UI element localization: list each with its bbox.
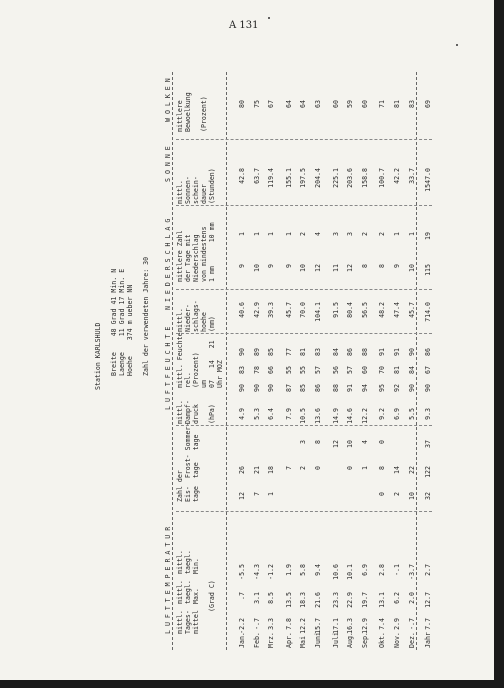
table-row-f21: 91 bbox=[393, 348, 401, 356]
station-title: Station KARLSHULD bbox=[94, 322, 102, 390]
table-row-eis: 0 bbox=[378, 492, 387, 496]
table-row-n10: 3 bbox=[346, 232, 355, 236]
table-row-f21: 91 bbox=[378, 348, 387, 356]
table-row-frost: 7 bbox=[284, 466, 293, 470]
table-row-sonne: 225.1 bbox=[331, 168, 340, 188]
table-row-c3: 6.9 bbox=[360, 564, 369, 576]
table-row-c3: 10.6 bbox=[331, 564, 340, 580]
table-row-wolk: 64 bbox=[284, 100, 293, 108]
table-row-f14: 84 bbox=[407, 366, 416, 374]
header-niederschlagstage-line: 1 mm 10 mm bbox=[208, 222, 216, 282]
table-row-c3: -1.2 bbox=[267, 564, 276, 580]
table-row-n10: 2 bbox=[299, 232, 308, 236]
table-row-f14: 83 bbox=[238, 366, 246, 374]
header-dampfdruck-line: (hPa) bbox=[208, 404, 216, 424]
station-years: Zahl der verwendeten Jahre: 30 bbox=[142, 256, 150, 376]
table-row-n1: 10 bbox=[252, 264, 261, 272]
table-row-c3: 9.4 bbox=[314, 564, 322, 576]
table-row-som: 12 bbox=[331, 440, 340, 448]
total-row-n10: 19 bbox=[424, 232, 432, 240]
table-row-c2: 6.2 bbox=[393, 592, 401, 604]
table-row-f07: 91 bbox=[346, 384, 355, 392]
table-row-n10: 1 bbox=[284, 232, 293, 236]
table-row-c2: 3.1 bbox=[252, 592, 261, 604]
table-row-f21: 90 bbox=[238, 348, 246, 356]
table-row-f21: 89 bbox=[252, 348, 261, 356]
table-row-n10: 3 bbox=[331, 232, 340, 236]
header-bewoelkung-line: Bewoelkung bbox=[184, 92, 192, 132]
table-row-f14: 70 bbox=[378, 366, 387, 374]
table-row-wolk: 59 bbox=[346, 100, 355, 108]
total-row-f14: 67 bbox=[424, 366, 432, 374]
table-row-wolk: 75 bbox=[252, 100, 261, 108]
table-row-f07: 95 bbox=[378, 384, 387, 392]
table-row-f21: 81 bbox=[299, 348, 308, 356]
table-row-wolk: 67 bbox=[267, 100, 276, 108]
header-taegl-max-line: Max. bbox=[192, 588, 200, 604]
column-separator bbox=[176, 425, 432, 426]
header-sonnenscheindauer-line: schein- bbox=[192, 176, 200, 204]
table-row-c3: 2.8 bbox=[378, 564, 387, 576]
table-row-frost: 22 bbox=[407, 466, 416, 474]
header-rel-feuchte-line: um bbox=[200, 380, 208, 388]
table-row-c1: 15.7 bbox=[314, 618, 322, 634]
table-row-c2: .7 bbox=[238, 592, 246, 600]
table-row-nied: 80.4 bbox=[346, 302, 355, 318]
header-zahl-der-tage-line: Eis- Frost- Sommer- bbox=[184, 422, 192, 502]
table-row-c2: 2.0 bbox=[407, 592, 416, 604]
table-row-eis: 7 bbox=[252, 492, 261, 496]
table-row-month: Jan. bbox=[238, 632, 246, 648]
total-row-n1: 115 bbox=[424, 264, 432, 276]
table-row-wolk: 63 bbox=[314, 100, 322, 108]
table-row-dampf: 6.9 bbox=[393, 408, 401, 420]
table-row-wolk: 64 bbox=[299, 100, 308, 108]
table-row-c2: 13.1 bbox=[378, 592, 387, 608]
table-row-nied: 45.7 bbox=[407, 302, 416, 318]
table-row-c2: 22.9 bbox=[346, 592, 355, 608]
table-row-dampf: 5.5 bbox=[407, 408, 416, 420]
header-tagesmittel-line: mittl. bbox=[176, 610, 184, 634]
header-dampfdruck-line: druck bbox=[192, 404, 200, 424]
header-niederschlagstage-line: von mindestens bbox=[200, 226, 208, 282]
table-row-som: 8 bbox=[314, 440, 322, 444]
header-sonnenscheindauer-line: Sonnen- bbox=[184, 176, 192, 204]
table-row-c3: -.1 bbox=[393, 564, 401, 576]
table-row-nied: 91.5 bbox=[331, 302, 340, 318]
table-row-dampf: 10.5 bbox=[299, 408, 308, 424]
table-row-f07: 92 bbox=[393, 384, 401, 392]
table-row-n10: 1 bbox=[267, 232, 276, 236]
table-row-month: Dez. bbox=[407, 632, 416, 648]
table-row-n10: 1 bbox=[252, 232, 261, 236]
header-rel-feuchte-line: rel. bbox=[184, 372, 192, 388]
table-row-wolk: 81 bbox=[393, 100, 401, 108]
table-row-c2: 21.6 bbox=[314, 592, 322, 608]
table-row-eis: 12 bbox=[238, 492, 246, 500]
table-row-dampf: 5.3 bbox=[252, 408, 261, 420]
table-row-dampf: 13.6 bbox=[314, 408, 322, 424]
table-row-f07: 90 bbox=[267, 384, 276, 392]
table-row-dampf: 6.4 bbox=[267, 408, 276, 420]
table-row-c2: 13.5 bbox=[284, 592, 293, 608]
column-separator bbox=[176, 333, 432, 334]
header-niederschlagshoehe-line: (mm) bbox=[208, 316, 216, 332]
table-row-c1: 2.9 bbox=[393, 618, 401, 630]
table-row-f21: 86 bbox=[346, 348, 355, 356]
table-row-n1: 8 bbox=[378, 264, 387, 268]
header-niederschlagshoehe-line: Nieder- bbox=[184, 304, 192, 332]
table-row-month: Mai bbox=[299, 636, 308, 648]
table-row-som: 3 bbox=[299, 440, 308, 444]
table-row-c3: 10.1 bbox=[346, 564, 355, 580]
table-row-dampf: 4.9 bbox=[238, 408, 246, 420]
header-sonnenscheindauer-line: mittl. bbox=[176, 180, 184, 204]
header-rel-feuchte-line: mittl. Feuchte bbox=[176, 332, 184, 388]
table-row-f07: 90 bbox=[252, 384, 261, 392]
column-separator bbox=[176, 511, 432, 512]
station-longitude: Laenge 11 Grad 17 Min. E bbox=[118, 268, 126, 376]
table-row-c2: 19.7 bbox=[360, 592, 369, 608]
total-row-dampf: 9.3 bbox=[424, 408, 432, 420]
header-bewoelkung-line: (Prozent) bbox=[200, 96, 208, 132]
table-row-month: Aug. bbox=[346, 632, 355, 648]
table-row-eis: 10 bbox=[407, 492, 416, 500]
table-row-n1: 9 bbox=[238, 264, 246, 268]
table-row-nied: 39.3 bbox=[267, 302, 276, 318]
table-row-c1: 3.3 bbox=[267, 618, 276, 630]
table-row-n10: 2 bbox=[378, 232, 387, 236]
total-row-c1: 7.7 bbox=[424, 618, 432, 630]
table-row-f14: 55 bbox=[284, 366, 293, 374]
table-row-f14: 56 bbox=[331, 366, 340, 374]
table-row-f14: 78 bbox=[252, 366, 261, 374]
table-row-f21: 77 bbox=[284, 348, 293, 356]
table-row-n1: 9 bbox=[393, 264, 401, 268]
table-row-f14: 60 bbox=[360, 366, 369, 374]
table-row-c1: 7.8 bbox=[284, 618, 293, 630]
table-row-eis: 1 bbox=[267, 492, 276, 496]
table-row-wolk: 80 bbox=[238, 100, 246, 108]
table-row-f07: 94 bbox=[360, 384, 369, 392]
table-row-frost: 14 bbox=[393, 466, 401, 474]
header-niederschlagstage-line: der Tage mit bbox=[184, 234, 192, 282]
table-row-n1: 10 bbox=[407, 264, 416, 272]
station-altitude: Hoehe 374 m ueber NN bbox=[126, 284, 134, 376]
group-sonne: S O N N E bbox=[164, 146, 172, 182]
rotated-climate-table bbox=[60, 62, 440, 652]
table-row-sonne: 155.1 bbox=[284, 168, 293, 188]
table-row-f21: 90 bbox=[407, 348, 416, 356]
table-row-n10: 2 bbox=[360, 232, 369, 236]
header-sonnenscheindauer-line: (Stunden) bbox=[208, 168, 216, 204]
table-row-som: 4 bbox=[360, 440, 369, 444]
table-row-c1: 17.1 bbox=[331, 618, 340, 634]
header-taegl-max-line: mittl. bbox=[176, 580, 184, 604]
table-row-frost: 26 bbox=[238, 466, 246, 474]
page-speck bbox=[268, 17, 270, 19]
table-row-f14: 55 bbox=[299, 366, 308, 374]
table-row-n1: 10 bbox=[299, 264, 308, 272]
total-row-c2: 12.7 bbox=[424, 592, 432, 608]
page-number: A 131 bbox=[229, 20, 259, 31]
table-row-nied: 48.2 bbox=[378, 302, 387, 318]
table-row-f14: 57 bbox=[314, 366, 322, 374]
table-row-n1: 12 bbox=[314, 264, 322, 272]
table-row-wolk: 83 bbox=[407, 100, 416, 108]
header-niederschlagshoehe-line: mittl. bbox=[176, 308, 184, 332]
header-taegl-min-line: Min. bbox=[192, 558, 200, 574]
table-row-month: Apr. bbox=[284, 632, 293, 648]
table-row-frost: 1 bbox=[360, 466, 369, 470]
header-rel-feuchte-line: (Prozent) bbox=[192, 352, 200, 388]
header-dampfdruck-line: Dampf- bbox=[184, 400, 192, 424]
table-row-frost: 0 bbox=[314, 466, 322, 470]
table-row-sonne: 42.2 bbox=[393, 168, 401, 184]
table-row-c1: 16.3 bbox=[346, 618, 355, 634]
table-row-n10: 1 bbox=[238, 232, 246, 236]
header-sonnenscheindauer-line: dauer bbox=[200, 184, 208, 204]
header-taegl-min-line: mittl. bbox=[176, 550, 184, 574]
header-unit-grad: (Grad C) bbox=[208, 580, 216, 612]
total-row-f21: 86 bbox=[424, 348, 432, 356]
table-row-frost: 0 bbox=[346, 466, 355, 470]
table-row-f07: 87 bbox=[284, 384, 293, 392]
table-row-f14: 81 bbox=[393, 366, 401, 374]
total-row-frost: 122 bbox=[424, 466, 432, 478]
table-row-dampf: 9.2 bbox=[378, 408, 387, 420]
table-row-dampf: 14.6 bbox=[346, 408, 355, 424]
page-speck bbox=[456, 44, 458, 46]
table-row-frost: 2 bbox=[299, 466, 308, 470]
table-row-f07: 86 bbox=[314, 384, 322, 392]
station-latitude: Breite 48 Grad 41 Min. N bbox=[110, 268, 118, 376]
table-row-month: Okt. bbox=[378, 632, 387, 648]
table-row-month: Sep. bbox=[360, 632, 369, 648]
header-taegl-min-line: taegl. bbox=[184, 550, 192, 574]
table-row-nied: 56.5 bbox=[360, 302, 369, 318]
table-row-f14: 66 bbox=[267, 366, 276, 374]
table-row-f07: 88 bbox=[331, 384, 340, 392]
table-row-c1: -2.2 bbox=[238, 618, 246, 634]
table-row-f21: 88 bbox=[360, 348, 369, 356]
header-bottom-rule bbox=[226, 72, 227, 650]
table-row-eis: 2 bbox=[393, 492, 401, 496]
table-row-frost: 8 bbox=[378, 466, 387, 470]
table-row-frost: 21 bbox=[252, 466, 261, 474]
group-wolken: W O L K E N bbox=[164, 78, 172, 122]
header-niederschlagstage-line: Niederschlag bbox=[192, 234, 200, 282]
table-row-n10: 1 bbox=[407, 232, 416, 236]
table-row-n1: 12 bbox=[346, 264, 355, 272]
total-row-month: Jahr bbox=[424, 632, 432, 648]
table-row-c2: 23.3 bbox=[331, 592, 340, 608]
table-row-wolk: 60 bbox=[360, 100, 369, 108]
column-separator bbox=[176, 205, 432, 206]
header-tagesmittel-line: Tages- bbox=[184, 610, 192, 634]
table-row-nied: 47.4 bbox=[393, 302, 401, 318]
table-row-month: Mrz. bbox=[267, 632, 276, 648]
table-row-sonne: 197.5 bbox=[299, 168, 308, 188]
table-row-nied: 104.1 bbox=[314, 302, 322, 322]
table-row-f07: 90 bbox=[407, 384, 416, 392]
header-rel-feuchte-line: Uhr MOZ bbox=[216, 360, 224, 388]
table-row-f07: 85 bbox=[299, 384, 308, 392]
table-row-c2: 8.5 bbox=[267, 592, 276, 604]
header-rule bbox=[172, 72, 173, 650]
table-row-dampf: 12.2 bbox=[360, 408, 369, 424]
table-row-nied: 42.9 bbox=[252, 302, 261, 318]
header-tagesmittel-line: mittel bbox=[192, 610, 200, 634]
table-row-month: Juni bbox=[314, 632, 322, 648]
table-row-sonne: 204.4 bbox=[314, 168, 322, 188]
table-row-f14: 57 bbox=[346, 366, 355, 374]
total-row-nied: 714.0 bbox=[424, 302, 432, 322]
table-row-dampf: 14.9 bbox=[331, 408, 340, 424]
table-row-sonne: 33.7 bbox=[407, 168, 416, 184]
header-bewoelkung-line: mittlere bbox=[176, 100, 184, 132]
total-row-f07: 90 bbox=[424, 384, 432, 392]
table-row-month: Feb. bbox=[252, 632, 261, 648]
total-row-sonne: 1547.0 bbox=[424, 168, 432, 192]
table-row-f07: 90 bbox=[238, 384, 246, 392]
table-row-sonne: 158.8 bbox=[360, 168, 369, 188]
total-row-wolk: 69 bbox=[424, 100, 432, 108]
table-row-sonne: 119.4 bbox=[267, 168, 276, 188]
table-row-c3: -3.7 bbox=[407, 564, 416, 580]
header-dampfdruck-line: mittl. bbox=[176, 400, 184, 424]
header-rel-feuchte-line: 07 14 21 bbox=[208, 340, 216, 388]
total-row-c3: 2.7 bbox=[424, 564, 432, 576]
table-row-c1: -.7 bbox=[252, 618, 261, 630]
header-taegl-max-line: taegl. bbox=[184, 580, 192, 604]
table-row-sonne: 100.7 bbox=[378, 168, 387, 188]
table-row-c1: 12.9 bbox=[360, 618, 369, 634]
table-row-nied: 70.0 bbox=[299, 302, 308, 318]
table-row-n10: 1 bbox=[393, 232, 401, 236]
table-row-n1: 11 bbox=[331, 264, 340, 272]
table-row-c3: 5.8 bbox=[299, 564, 308, 576]
header-niederschlagshoehe-line: hoehe bbox=[200, 312, 208, 332]
table-row-nied: 45.7 bbox=[284, 302, 293, 318]
table-row-dampf: 7.9 bbox=[284, 408, 293, 420]
table-row-n1: 9 bbox=[267, 264, 276, 268]
header-zahl-der-tage-line: tage tage tage bbox=[192, 434, 200, 502]
group-niederschlag: N I E D E R S C H L A G bbox=[164, 218, 172, 310]
total-row-som: 37 bbox=[424, 440, 432, 448]
group-lufttemperatur: L U F T T E M P E R A T U R bbox=[164, 526, 172, 634]
total-rule bbox=[416, 72, 417, 650]
table-row-c2: 18.3 bbox=[299, 592, 308, 608]
header-niederschlagstage-line: mittlere Zahl bbox=[176, 230, 184, 282]
table-row-sonne: 42.8 bbox=[238, 168, 246, 184]
group-luftfeuchte: L U F T F E U C H T E bbox=[164, 326, 172, 410]
column-separator bbox=[176, 289, 432, 290]
table-row-f21: 83 bbox=[314, 348, 322, 356]
table-row-frost: 18 bbox=[267, 466, 276, 474]
table-row-c1: -.7 bbox=[407, 618, 416, 630]
table-row-sonne: 63.7 bbox=[252, 168, 261, 184]
table-row-wolk: 71 bbox=[378, 100, 387, 108]
table-row-c1: 7.4 bbox=[378, 618, 387, 630]
table-row-n1: 8 bbox=[360, 264, 369, 268]
table-row-wolk: 60 bbox=[331, 100, 340, 108]
table-row-sonne: 203.6 bbox=[346, 168, 355, 188]
table-row-f21: 84 bbox=[331, 348, 340, 356]
table-row-month: Juli bbox=[331, 632, 340, 648]
table-row-n10: 4 bbox=[314, 232, 322, 236]
table-row-som: 0 bbox=[378, 440, 387, 444]
column-separator bbox=[176, 139, 432, 140]
table-row-month: Nov. bbox=[393, 632, 401, 648]
table-row-nied: 40.6 bbox=[238, 302, 246, 318]
table-row-c3: -4.3 bbox=[252, 564, 261, 580]
table-row-c3: -5.5 bbox=[238, 564, 246, 580]
table-row-c3: 1.9 bbox=[284, 564, 293, 576]
table-row-n1: 9 bbox=[284, 264, 293, 268]
table-row-c1: 12.2 bbox=[299, 618, 308, 634]
table-row-f21: 85 bbox=[267, 348, 276, 356]
header-zahl-der-tage-line: Zahl der bbox=[176, 470, 184, 502]
total-row-eis: 32 bbox=[424, 492, 432, 500]
table-row-som: 10 bbox=[346, 440, 355, 448]
header-niederschlagshoehe-line: schlags- bbox=[192, 300, 200, 332]
